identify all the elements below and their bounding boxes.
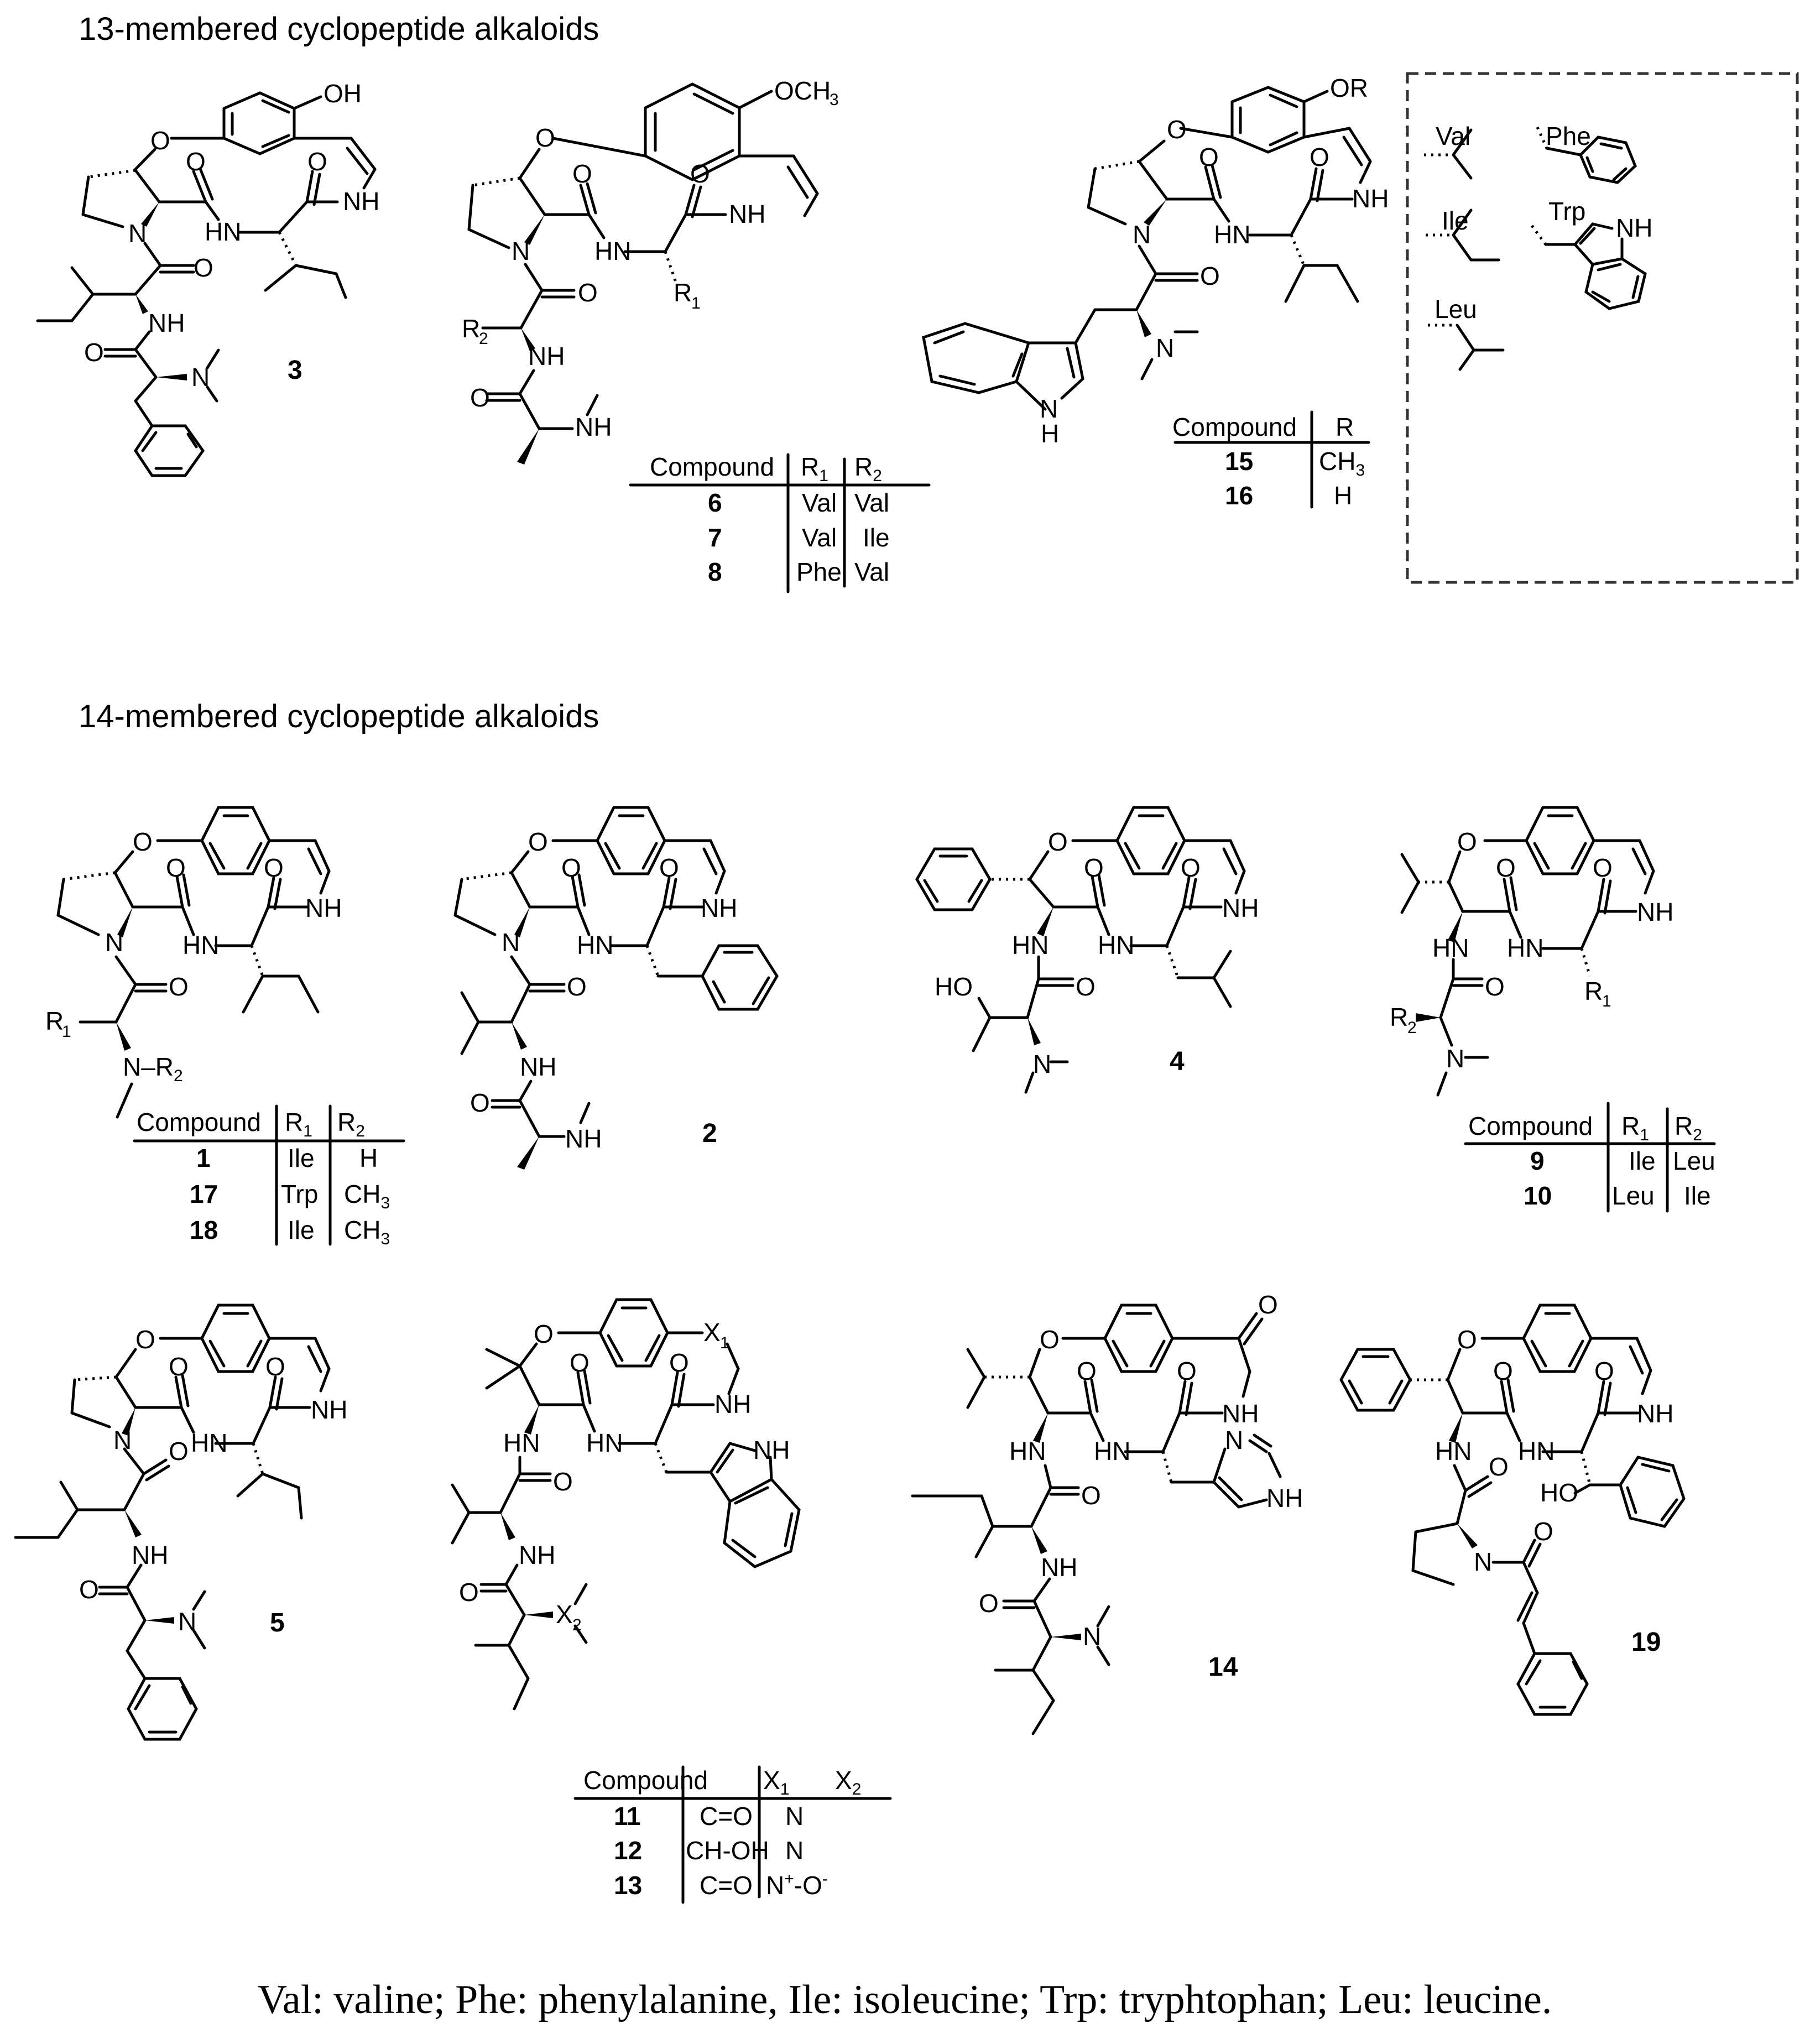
- svg-text:Compound: Compound: [583, 1766, 708, 1795]
- svg-text:HO: HO: [1540, 1478, 1578, 1507]
- svg-text:N: N: [1040, 394, 1058, 423]
- svg-text:10: 10: [1524, 1181, 1552, 1210]
- svg-text:O: O: [1593, 853, 1613, 882]
- svg-text:2: 2: [1407, 1019, 1417, 1037]
- svg-text:HN: HN: [205, 217, 242, 246]
- figure-caption: Val: valine; Phe: phenylalanine, Ile: isoleucine; Trp: tryphtophan; Leu: leucine.: [257, 1977, 1552, 2022]
- svg-text:O: O: [1200, 262, 1220, 290]
- atom-labels-compound-4: [935, 827, 1259, 1078]
- svg-text:16: 16: [1225, 481, 1254, 510]
- svg-text:R1: $R_1$: [285, 1108, 312, 1140]
- svg-text:O: O: [79, 1575, 99, 1604]
- svg-text:O: O: [1457, 1325, 1477, 1354]
- legend-label-leu: Leu: [1435, 295, 1477, 324]
- structure-compounds-1-17-18: [58, 807, 329, 1117]
- svg-text:O: O: [186, 147, 206, 176]
- svg-text:17: 17: [190, 1180, 218, 1208]
- svg-text:HN: HN: [191, 1428, 228, 1457]
- svg-text:Ile: Ile: [1684, 1181, 1711, 1210]
- svg-text:HN: HN: [1518, 1437, 1555, 1466]
- compound-label-3: 3: [288, 356, 302, 385]
- svg-text:X: X: [703, 1318, 721, 1347]
- svg-text:O: O: [535, 123, 555, 152]
- svg-text:O: O: [194, 253, 213, 282]
- svg-text:N: N: [1225, 1426, 1244, 1454]
- svg-text:O: O: [1594, 1357, 1614, 1385]
- legend-label-ile: Ile: [1442, 206, 1469, 235]
- svg-text:R: R: [1336, 413, 1354, 441]
- compound-label-19: 19: [1631, 1628, 1661, 1657]
- svg-text:R: R: [462, 314, 481, 343]
- svg-text:X: X: [556, 1600, 573, 1629]
- svg-text:O: O: [528, 827, 548, 856]
- svg-text:HN: HN: [594, 237, 632, 265]
- svg-text:3: 3: [830, 91, 839, 109]
- svg-text:O: O: [561, 853, 581, 882]
- svg-text:CH-OH: CH-OH: [686, 1836, 769, 1865]
- svg-text:N: N: [785, 1836, 804, 1865]
- svg-text:N–R2: $N-R_2$: [123, 1052, 183, 1085]
- svg-text:O: O: [1533, 1517, 1553, 1546]
- svg-text:1: 1: [720, 1334, 729, 1352]
- svg-text:HO: HO: [935, 972, 973, 1001]
- svg-text:1: 1: [62, 1023, 71, 1041]
- svg-text:1: 1: [1602, 992, 1611, 1010]
- legend-label-trp: Trp: [1548, 197, 1586, 226]
- svg-text:O: O: [1489, 1452, 1509, 1481]
- svg-text:HN: HN: [1009, 1437, 1046, 1466]
- svg-text:N: N: [785, 1802, 804, 1831]
- svg-text:Leu: Leu: [1612, 1181, 1655, 1210]
- svg-text:R2: $R_2$: [1675, 1112, 1702, 1144]
- svg-text:O: O: [979, 1589, 999, 1618]
- section-title-13-membered: 13-membered cyclopeptide alkaloids: [79, 11, 599, 47]
- substituent-table-9-10: [1465, 1103, 1715, 1211]
- svg-text:O: O: [1084, 853, 1104, 882]
- svg-text:O: O: [553, 1467, 573, 1496]
- svg-text:N: N: [1446, 1044, 1465, 1073]
- svg-text:O: O: [84, 338, 104, 367]
- compound-label-5: 5: [270, 1608, 285, 1638]
- svg-text:O: O: [1081, 1481, 1101, 1510]
- svg-text:HN: HN: [1435, 1437, 1472, 1466]
- svg-text:8: 8: [708, 557, 722, 586]
- svg-text:N: N: [178, 1607, 197, 1636]
- svg-text:Compound: Compound: [650, 452, 775, 481]
- svg-text:R2: $R_2$: [854, 452, 882, 485]
- svg-text:O: O: [1177, 1357, 1197, 1385]
- svg-text:O: O: [1485, 972, 1505, 1001]
- svg-text:CH3: $CH_3$: [344, 1216, 390, 1248]
- svg-text:6: 6: [708, 488, 722, 517]
- svg-text:O: O: [572, 159, 592, 188]
- svg-text:O: O: [1199, 143, 1219, 171]
- atom-labels-compounds-9-10: [1390, 827, 1673, 1073]
- svg-text:H: H: [359, 1144, 378, 1172]
- svg-text:R1: $R_1$: [801, 452, 828, 485]
- svg-text:NH: NH: [753, 1436, 790, 1464]
- svg-text:N+-O-: N+-O-: [766, 1870, 828, 1900]
- svg-text:HN: HN: [1432, 934, 1469, 962]
- svg-text:NH: NH: [132, 1541, 169, 1569]
- svg-text:O: O: [135, 1325, 155, 1354]
- legend-label-phe: Phe: [1546, 122, 1591, 150]
- svg-text:CH3: $CH_3$: [344, 1180, 390, 1212]
- compound-label-2: 2: [702, 1119, 717, 1148]
- svg-text:O: O: [534, 1320, 554, 1348]
- svg-text:NH: NH: [1222, 1399, 1259, 1428]
- svg-text:NH: NH: [305, 894, 342, 922]
- compound-label-4: 4: [1170, 1047, 1185, 1076]
- svg-text:O: O: [169, 1437, 189, 1466]
- svg-text:R: R: [45, 1007, 64, 1035]
- svg-text:11: 11: [614, 1802, 641, 1831]
- svg-text:NH: NH: [311, 1395, 348, 1424]
- svg-text:HN: HN: [586, 1428, 623, 1457]
- substituent-table-11-12-13: [575, 1766, 890, 1902]
- svg-text:NH: NH: [1222, 894, 1259, 922]
- svg-text:Compound: Compound: [137, 1108, 262, 1136]
- svg-text:O: O: [150, 126, 170, 155]
- svg-text:Trp: Trp: [281, 1180, 319, 1208]
- svg-text:Compound: Compound: [1172, 413, 1297, 441]
- svg-text:NH: NH: [565, 1124, 602, 1153]
- svg-text:O: O: [307, 147, 327, 176]
- section-title-14-membered: 14-membered cyclopeptide alkaloids: [79, 698, 599, 734]
- svg-text:N: N: [1133, 220, 1151, 249]
- svg-text:18: 18: [190, 1216, 218, 1244]
- svg-text:O: O: [1457, 827, 1477, 856]
- svg-text:2: 2: [572, 1616, 582, 1634]
- compound-label-14: 14: [1208, 1652, 1238, 1682]
- structure-compounds-6-7-8: [469, 84, 817, 465]
- svg-text:N: N: [1083, 1622, 1102, 1651]
- svg-text:HN: HN: [1012, 931, 1049, 960]
- svg-text:N: N: [512, 237, 530, 265]
- svg-text:O: O: [169, 1352, 189, 1381]
- legend-trp-nh: NH: [1616, 213, 1653, 242]
- substituent-table-15-16: [1172, 412, 1369, 510]
- svg-text:O: O: [1496, 853, 1516, 882]
- svg-text:R: R: [1390, 1003, 1409, 1031]
- svg-text:HN: HN: [1098, 931, 1135, 960]
- svg-text:O: O: [1048, 827, 1068, 856]
- svg-text:O: O: [1258, 1290, 1278, 1319]
- svg-text:X1: $X_1$: [763, 1766, 790, 1798]
- svg-text:O: O: [1167, 115, 1187, 144]
- svg-text:O: O: [1077, 1357, 1097, 1385]
- svg-text:O: O: [570, 1348, 590, 1377]
- svg-text:N: N: [105, 928, 124, 957]
- structure-compound-4: [917, 807, 1244, 1092]
- legend-label-val: Val: [1436, 122, 1471, 150]
- svg-text:O: O: [659, 853, 679, 882]
- svg-text:Leu: Leu: [1673, 1146, 1715, 1175]
- svg-text:O: O: [567, 972, 587, 1001]
- substituent-table-6-7-8: [630, 452, 929, 592]
- svg-text:NH: NH: [701, 894, 738, 922]
- svg-text:O: O: [470, 383, 490, 412]
- svg-text:Val: Val: [802, 523, 837, 552]
- svg-text:1: 1: [196, 1144, 211, 1172]
- svg-text:R1: $R_1$: [1621, 1112, 1649, 1144]
- substituent-table-1-17-18: [134, 1106, 404, 1248]
- svg-text:HN: HN: [1214, 220, 1251, 249]
- svg-text:NH: NH: [1352, 184, 1389, 213]
- svg-text:HN: HN: [1094, 1437, 1131, 1466]
- svg-text:Compound: Compound: [1468, 1112, 1593, 1140]
- svg-text:Ile: Ile: [288, 1144, 315, 1172]
- svg-text:C=O: C=O: [700, 1802, 753, 1831]
- svg-text:NH: NH: [343, 187, 380, 216]
- svg-text:O: O: [1493, 1357, 1513, 1385]
- svg-text:HN: HN: [1507, 934, 1544, 962]
- svg-text:HN: HN: [577, 931, 614, 960]
- svg-text:O: O: [1040, 1325, 1060, 1354]
- svg-text:NH: NH: [520, 1052, 557, 1081]
- atom-labels-compound-2: [470, 827, 737, 1153]
- svg-text:O: O: [459, 1578, 479, 1607]
- svg-text:Ile: Ile: [1629, 1146, 1656, 1175]
- svg-text:O: O: [578, 278, 598, 307]
- svg-text:Val: Val: [854, 557, 890, 586]
- svg-text:15: 15: [1225, 447, 1254, 476]
- svg-text:NH: NH: [729, 200, 766, 228]
- svg-text:NH: NH: [1637, 1399, 1674, 1428]
- svg-text:OR: OR: [1330, 74, 1368, 102]
- svg-text:N: N: [1033, 1050, 1052, 1078]
- svg-text:13: 13: [614, 1871, 643, 1900]
- svg-text:O: O: [690, 159, 710, 188]
- svg-text:N: N: [1474, 1547, 1493, 1576]
- svg-text:Phe: Phe: [796, 557, 842, 586]
- svg-text:O: O: [133, 827, 153, 856]
- svg-text:H: H: [1041, 419, 1060, 448]
- svg-text:HN: HN: [503, 1428, 540, 1457]
- svg-text:N: N: [502, 928, 520, 957]
- svg-text:Ile: Ile: [288, 1216, 315, 1244]
- svg-text:7: 7: [708, 523, 722, 552]
- svg-text:N: N: [1156, 333, 1175, 362]
- svg-text:O: O: [669, 1348, 689, 1377]
- amino-acid-legend-box: [1407, 74, 1797, 582]
- svg-text:CH3: $CH_3$: [1319, 447, 1365, 479]
- svg-text:N: N: [128, 219, 147, 248]
- svg-text:O: O: [166, 853, 186, 882]
- atom-labels-compounds-1-17-18: [45, 827, 342, 1085]
- structure-compound-2: [455, 807, 777, 1170]
- svg-text:R: R: [1584, 977, 1603, 1005]
- svg-text:OH: OH: [324, 79, 362, 108]
- svg-text:Val: Val: [802, 488, 837, 517]
- svg-text:NH: NH: [519, 1541, 556, 1569]
- svg-text:12: 12: [614, 1836, 643, 1865]
- svg-text:R: R: [674, 278, 692, 307]
- svg-text:OCH: OCH: [774, 76, 831, 105]
- svg-text:O: O: [1181, 853, 1201, 882]
- svg-text:HN: HN: [182, 931, 220, 960]
- svg-text:O: O: [470, 1088, 490, 1117]
- atom-labels-compounds-6-7-8: [462, 76, 839, 441]
- svg-text:1: 1: [691, 294, 701, 312]
- svg-text:O: O: [264, 853, 284, 882]
- atom-labels-compound-14: [979, 1290, 1303, 1651]
- svg-text:Ile: Ile: [863, 523, 890, 552]
- svg-text:O: O: [1076, 972, 1096, 1001]
- svg-text:O: O: [169, 972, 189, 1001]
- svg-text:C=O: C=O: [700, 1871, 753, 1900]
- svg-text:NH: NH: [1266, 1484, 1303, 1513]
- svg-text:O: O: [265, 1352, 285, 1381]
- svg-text:NH: NH: [1637, 898, 1674, 926]
- svg-text:NH: NH: [148, 309, 185, 337]
- structure-compounds-11-12-13: [452, 1300, 799, 1709]
- svg-text:O: O: [1310, 143, 1329, 171]
- svg-text:NH: NH: [714, 1390, 752, 1419]
- svg-text:H: H: [1334, 481, 1353, 510]
- svg-text:NH: NH: [1041, 1553, 1078, 1582]
- svg-text:NH: NH: [528, 342, 565, 371]
- svg-text:X2: $X_2$: [835, 1766, 862, 1798]
- svg-text:9: 9: [1530, 1146, 1545, 1175]
- svg-text:2: 2: [479, 330, 488, 348]
- svg-text:N: N: [113, 1426, 132, 1454]
- svg-text:Val: Val: [854, 488, 890, 517]
- svg-text:N: N: [191, 363, 210, 392]
- svg-text:R2: $R_2$: [337, 1108, 365, 1140]
- svg-text:NH: NH: [575, 413, 612, 441]
